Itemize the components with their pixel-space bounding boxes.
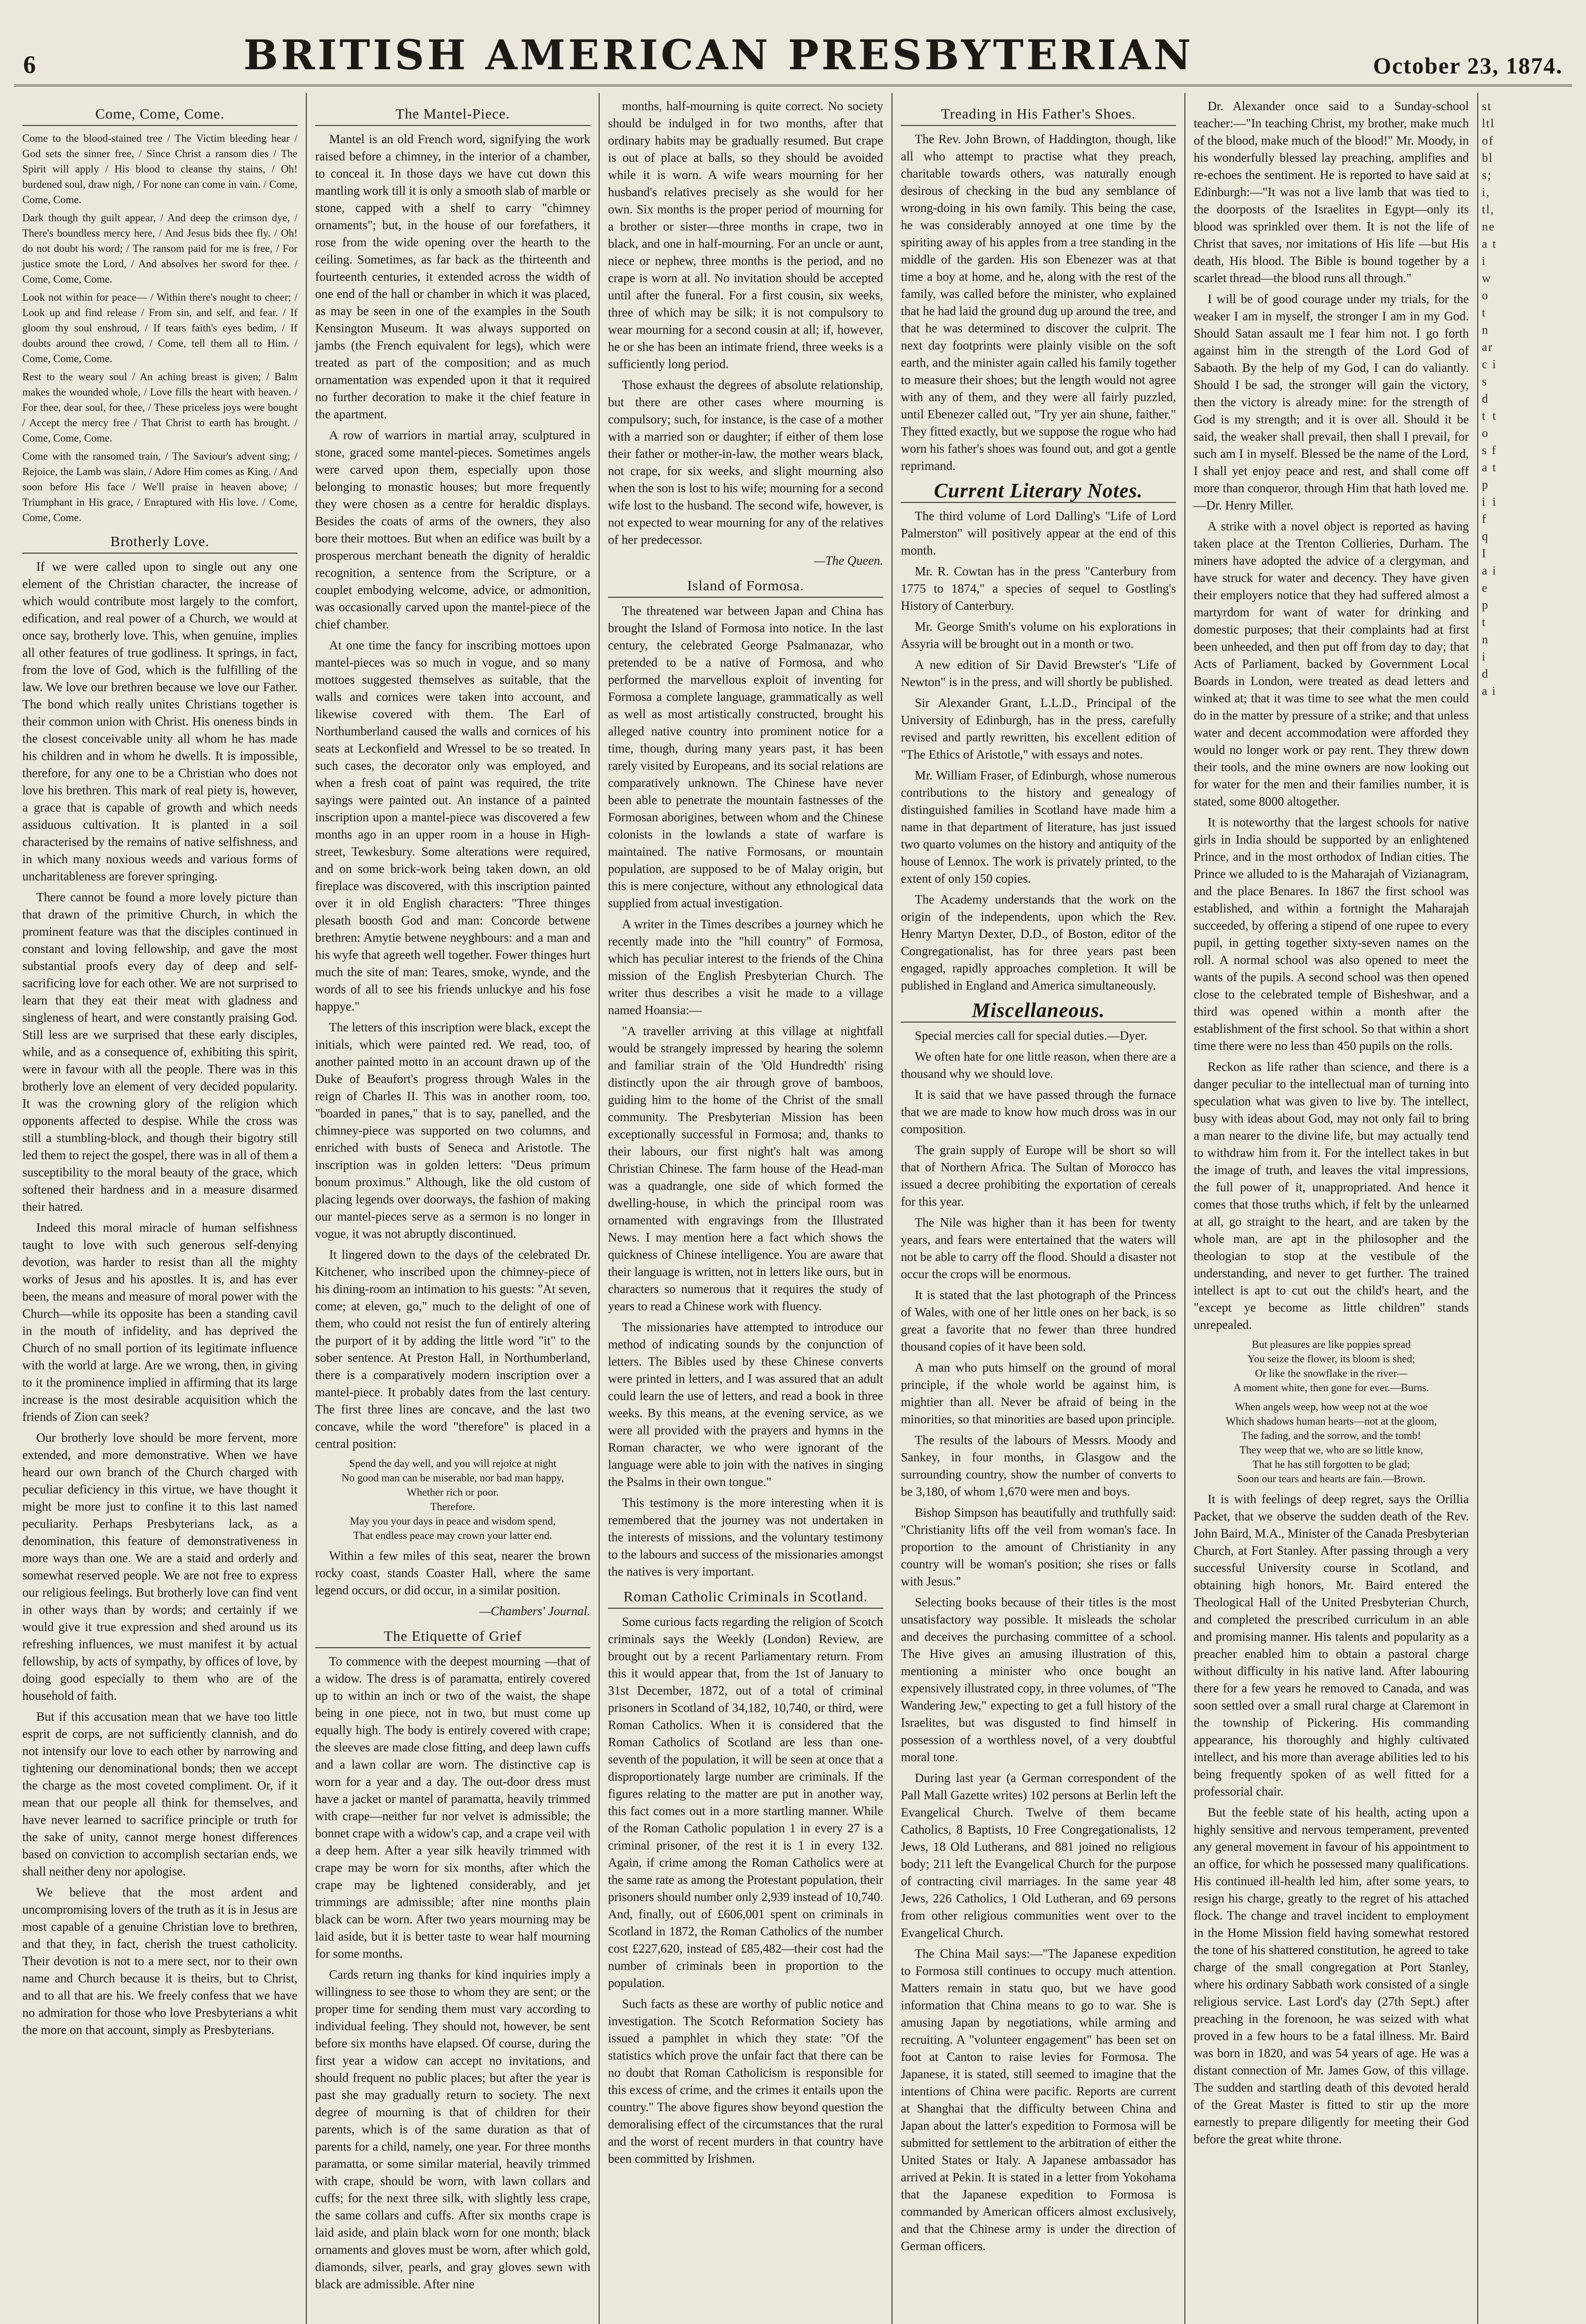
article-paragraph: The missionaries have attempted to introduce our method of indicating sounds by the conjunction of letters. The Bibles used by these Chinese converts were printed in letters, and I was assured that an adult could learn the use of letters, and read a book in three weeks. By this means, at the evening service, as we were all provided with the prayers and hymns in the Roman character, we who were ignorant of the language were able to join with the natives in singing the Psalms in their own tongue." xyxy=(608,1320,883,1489)
article-paragraph: Those exhaust the degrees of absolute relationship, but there are other cases where mourning is compulsory; such, for instance, is the case of a mother with a married son or daughter; if either of them lose their father or mother-in-law, the mother wears black, not crape, for six weeks, and slight mourning also when the son is lost to his wife; mourning for a second wife lost to the husband. The second wife, however, is not expected to wear mourning for any of the relatives of her predecessor. xyxy=(608,378,883,547)
article-paragraph: Mr. R. Cowtan has in the press "Canterbury from 1775 to 1874," a species of sequel to Gostling's History of Canterbury. xyxy=(901,564,1176,613)
article-paragraph: The Academy understands that the work on the origin of the independents, upon which the Rev. Henry Martyn Dexter, D.D., of Boston, editor of the Congregationalist, has for three years past been engaged, rapidly approaches completion. It will be published in England and America simultaneously. xyxy=(901,892,1176,992)
column-2 xyxy=(307,93,600,2324)
quoted-verse: But pleasures are like poppies spread You seize the flower, its bloom is shed; Or like the snowflake in the river— A moment white, then gone for ever.—Burns. xyxy=(1233,1339,1429,1393)
article-paragraph: "A traveller arriving at this village at nightfall would be strangely impressed by hearing the solemn and familiar strain of the 'Old Hundredth' rising distinctly upon the air through grove of bamboos, guiding him to the home of the Christ of the small community. The Presbyterian Mission has been exceptionally successful in Formosa; and, thanks to their labours, our first night's halt was among Christian Chinese. The farm house of the Head-man was a quadrangle, one side of which formed the dwelling-house, in which the principal room was ornamented with engravings from the Illustrated News. I may mention here a fact which shows the quickness of Chinese intelligence. You are aware that their language is written, not in letters like ours, but in characters so numerous that it requires the study of years to read a Chinese work with fluency. xyxy=(608,1024,883,1313)
article-paragraph: The Nile was higher than it has been for twenty years, and fears were entertained that the waters will not be able to carry off the flood. Should a disaster not occur the crops will be enormous. xyxy=(901,1215,1176,1281)
poem-stanza: Come to the blood-stained tree / The Victim bleeding hear / God sets the sinner free, / Since Christ a ransom dies / The Spirit will apply / His blood to cleanse thy stains, / Oh! burdened soul, draw nigh, / For none can come in vain. / Come, Come, Come. xyxy=(22,132,297,205)
article-paragraph: The letters of this inscription were black, except the initials, which were painted red. We read, too, of another painted motto in an account drawn up of the Duke of Beaufort's progress through Wales in the reign of Charles II. This was in another room, too, "boarded in panes," that is to say, panelled, and the chimney-piece was supported on two columns, and enriched with busts of Seneca and Aristotle. The inscription was in golden letters: "Deus primum bonum proximus." Although, like the old custom of placing legends over doorways, the fashion of making our mantel-pieces serve as a sermon is no longer in vogue, it was not abruptly discontinued. xyxy=(315,1020,590,1241)
article-paragraph: Sir Alexander Grant, L.L.D., Principal of the University of Edinburgh, has in the press, carefully revised and partly rewritten, his excellent edition of "The Ethics of Aristotle," with essays and notes. xyxy=(901,696,1176,761)
masthead xyxy=(14,28,1572,86)
article-paragraph: A man who puts himself on the ground of moral principle, if the whole world be against him, is mightier than all. Never be afraid of being in the minorities, so that minorities are based upon principle. xyxy=(901,1360,1176,1426)
cropped-text: st ltl of bl s; i, tl, ne a ti w o t n ar c i s d t t o s f a t p i i f q I a i e p t n i d a i xyxy=(1482,99,1497,698)
article-paragraph: To commence with the deepest mourning —that of a widow. The dress is of paramatta, entirely covered up to within an inch or two of the waist, the shape being in one piece, not in two, but must come up equally high. The body is entirely covered with crape; the sleeves are made close fitting, and deep lawn cuffs and a lawn collar are worn. The distinctive cap is worn for a year and a day. The out-door dress must have a jacket or mantel of paramatta, heavily trimmed with crape—neither fur nor velvet is admissible; the bonnet crape with a widow's cap, and a crape veil with a deep hem. After a year silk heavily trimmed with crape may be worn for six months, after which the crape may be lightened considerably, and jet trimmings are admissible; after nine months plain black can be worn. After two years mourning may be laid aside, but it is better taste to wear half mourning for some months. xyxy=(315,1654,590,1961)
article-paragraph: It is said that we have passed through the furnace that we are made to know how much dross was in our composition. xyxy=(901,1088,1176,1136)
article-paragraph: During last year (a German correspondent of the Pall Mall Gazette writes) 102 persons at Berlin left the Evangelical Church. Twelve of them became Catholics, 8 Baptists, 10 Free Congregationalists, 12 Jews, 18 Old Lutherans, and 881 joined no religious body; 211 left the Evangelical Church for the purpose of contracting civil marriages. In the same year 48 Jews, 226 Catholics, 1 Old Lutheran, and 69 persons from other religious communities went over to the Evangelical Church. xyxy=(901,1771,1176,1940)
article-paragraph: If we were called upon to single out any one element of the Christian character, the increase of which would contribute most largely to the comfort, edification, and real power of a Church, we would at once say, brotherly love. This, when genuine, implies all other features of true godliness. It springs, in fact, from the love of God, which is the fulfilling of the law. We love our brethren because we love our Father. The bond which really unites Christians together is their common union with Christ. His oneness binds in the closest conceivable unity all whom he has made his children and in whom he dwells. It is impossible, therefore, for any one to be a Christian who does not love his brethren. This mark of real piety is, however, a grace that is capable of growth and which needs assiduous cultivation. It is planted in a soil characterised by the remains of native selfishness, and in which many noxious weeds and various forms of uncharitableness are forever springing. xyxy=(22,560,297,883)
article-paragraph: Bishop Simpson has beautifully and truthfully said: "Christianity lifts off the veil from woman's face. In proportion to the amount of Christianity in any country will be woman's position; she rises or falls with Jesus." xyxy=(901,1505,1176,1588)
section-title: Miscellaneous. xyxy=(901,1002,1176,1023)
column-5 xyxy=(1185,93,1478,2324)
article-paragraph: Mr. William Fraser, of Edinburgh, whose numerous contributions to the history and genealogy of distinguished families in Scotland have made him a name in that department of literature, has just issued two quarto volumes on the history and antiquity of the house of Lennox. The work is privately printed, to the extent of only 150 copies. xyxy=(901,768,1176,885)
article-paragraph: A writer in the Times describes a journey which he recently made into the "hill country" of Formosa, which has peculiar interest to the friends of the China mission of the English Presbyterian Church. The writer thus describes a visit he made to a village named Hoansia:— xyxy=(608,917,883,1017)
article-paragraph: Mantel is an old French word, signifying the work raised before a chimney, in the interior of a chamber, to conceal it. In those days we have cut down this mantling work till it is only a smooth slab of marble or stone, capped with a shelf to carry "chimney ornaments"; but, in the house of our forefathers, it rose from the wide opening over the hearth to the ceiling. Sometimes, as far back as the thirteenth and fourteenth centuries, it extended across the width of one end of the hall or chamber in which it was placed, as may be seen in one of the examples in the South Kensington Museum. It was always supported on jambs (the French equivalent for legs), which were treated as part of the composition; and as much ornamentation was expended upon it that it required no further decoration to make it the chief feature in the apartment. xyxy=(315,132,590,421)
article-paragraph: Within a few miles of this seat, nearer the brown rocky coast, stands Coaster Hall, where the same legend occurs, or did occur, in a similar position. xyxy=(315,1549,590,1597)
article-paragraph: Dr. Alexander once said to a Sunday-school teacher:—"In teaching Christ, my brother, make much of the blood, make much of the blood!" Mr. Moody, in his wonderfully blessed lay preaching, amplifies and re-echoes the sentiment. He is reported to have said at Edinburgh:—"It was not a live lamb that was tied to the doorposts of the Israelites in Egypt—only its blood was sprinkled over them. It is not the life of Christ that saves, nor imitations of His life —but His death, His blood. The Bible is bound together by a scarlet thread—the blood runs all through." xyxy=(1194,99,1469,285)
article-paragraph: A new edition of Sir David Brewster's "Life of Newton" is in the press, and will shortly be published. xyxy=(901,658,1176,689)
poem-stanza: Come with the ransomed train, / The Saviour's advent sing; / Rejoice, the Lamb was slain, / Adore Him comes as King. / And soon before His face / We'll praise in heaven above; / Triumphant in His grace, / Enraptured with His love. / Come, Come, Come. xyxy=(22,450,297,523)
inscription-verse: Spend the day well, and you will rejoice at night No good man can be miserable, nor bad man happy, Whether rich or poor. Therefore. May you your days in peace and wisdom spend, That endless peace may crown your latter end. xyxy=(341,1458,564,1541)
column-3 xyxy=(600,93,892,2324)
article-title: Island of Formosa. xyxy=(608,577,883,598)
article-paragraph: It is with feelings of deep regret, says the Orillia Packet, that we observe the sudden death of the Rev. John Baird, M.A., Minister of the Canada Presbyterian Church, at Fort Stanley. After passing through a very successful University course in Scotland, and obtaining high honors, Mr. Baird entered the Theological Hall of the United Presbyterian Church, and completed the prescribed curriculum in an able and promising manner. His talents and popularity as a preacher enabled him to obtain a pastoral charge without difficulty in his native land. After labouring there for a few years he removed to Canada, and was soon settled over a small rural charge at Claremont in the township of Pickering. His commanding appearance, his thoroughly and highly cultivated intellect, and his more than average abilities led to his being frequently spoken of as well fitted for a professorial chair. xyxy=(1194,1492,1469,1798)
article-title: The Etiquette of Grief xyxy=(315,1627,590,1648)
issue-date: October 23, 1874. xyxy=(1373,53,1563,79)
article-paragraph: The threatened war between Japan and China has brought the Island of Formosa into notice. In the last century, the celebrated George Psalmanazar, who pretended to be a native of Formosa, and who performed the marvellous exploit of inventing for Formosa a complete language, grammatically as well as well as most artistically constructed, brought his alleged native country into prominent notice for a time, though, during many years past, it has been rarely visited by Europeans, and its social relations are comparatively unknown. The Chinese have never been able to penetrate the mountain fastnesses of the Formosan aborigines, between whom and the Chinese colonists in the lowlands a state of warfare is maintained. The native Formosans, or mountain population, are supposed to be of Malay origin, but this is mere conjecture, without any ethnological data supplied from actual investigation. xyxy=(608,604,883,910)
article-paragraph: A strike with a novel object is reported as having taken place at the Trenton Collieries, Durham. The miners have adopted the advice of a clergyman, and have struck for water and decency. They have given their employers notice that they had suffered almost a martyrdom for want of water for drinking and domestic purposes; that their complaints had at first been unheeded, and then put off from day to day; that Acts of Parliament, backed by Government Local Boards in London, were treated as dead letters and winked at; that it was time to see what the men could do in the matter by pressure of a strike; and that unless water and decent accommodation were afforded they would no longer work or pay rent. They threw down their tools, and the mine owners are now looking out for water for the men and their families number, it is stated, some 8000 altogether. xyxy=(1194,519,1469,808)
article-paragraph: Indeed this moral miracle of human selfishness taught to love with such generous self-denying devotion, was harder to resist than all the mighty works of Jesus and his apostles. It is, and has ever been, the means and measure of moral power with the Church—while its opposite has been a standing cavil in the mouth of infidelity, and has deprived the Church of no small portion of its legitimate influence with the world at large. Are we wrong, then, in giving to it the prominence implied in affirming that its large increase is the most desirable acquisition which the friends of Zion can seek? xyxy=(22,1221,297,1424)
column-6-fragment xyxy=(1478,93,1497,2324)
article-paragraph: Our brotherly love should be more fervent, more extended, and more demonstrative. When we have heard our own branch of the Church charged with peculiar deficiency in this virtue, we have thought it might be more just to confine it to this last named peculiarity. Perhaps Presbyterians lack, as a denomination, this feature of demonstrativeness in more ways than one. We are a staid and orderly and somewhat reserved people. We are not free to express our religious feelings. But brotherly love can find vent in other ways than by words; and certainly if we would give it true expression and shed around us its refreshing influences, we must manifest it by actual fellowship, by acts of sympathy, by offices of love, by doing good especially to them who are of the household of faith. xyxy=(22,1431,297,1703)
article-paragraph: Mr. George Smith's volume on his explorations in Assyria will be brought out in a month or two. xyxy=(901,620,1176,651)
article-paragraph: Some curious facts regarding the religion of Scotch criminals says the Weekly (London) Review, are brought out by a recent Parliamentary return. From this it would appear that, from the 1st of January to 31st December, 1872, out of a total of criminal prisoners in Scotland of 34,182, 10,740, or third, were Roman Catholics. When it is considered that the Roman Catholics of Scotland are less than one-seventh of the population, it will be seen at once that a disproportionately large number are criminals. If the figures relating to the matter are put in another way, this fact comes out in a more startling manner. While of the Roman Catholic population 1 in every 27 is a criminal prisoner, of the rest it is 1 in every 132. Again, if crime among the Roman Catholics were at the same rate as among the Protestant population, their prisoners should number only 2,939 instead of 10,740. And, finally, out of £606,001 spent on criminals in Scotland in 1872, the Roman Catholics of the number cost £227,620, instead of £85,482—their cost had the number of criminals been in proportion to the population. xyxy=(608,1615,883,1990)
column-1 xyxy=(14,93,307,2324)
article-paragraph: A row of warriors in martial array, sculptured in stone, graced some mantel-pieces. Sometimes angels were carved upon them, especially upon those belonging to monastic houses; but more frequently they were chosen as a centre for heraldic displays. Besides the coats of arms of the owners, they also bore their mottoes. But when an edifice was built by a prosperous merchant beneath the dignity of heraldic recognition, a sentence from the Scripture, or a couplet embodying welcome, advice, or admonition, was occasionally carved upon the mantel-piece of the chief chamber. xyxy=(315,428,590,631)
section-title: Current Literary Notes. xyxy=(901,482,1176,503)
article-paragraph: This testimony is the more interesting when it is remembered that the journey was not undertaken in the interests of missions, and the voluntary testimony to the labours and success of the missionaries amongst the natives is very important. xyxy=(608,1496,883,1578)
article-title: Treading in His Father's Shoes. xyxy=(901,105,1176,126)
article-paragraph: Special mercies call for special duties.—Dyer. xyxy=(915,1029,1148,1043)
columns xyxy=(14,93,1572,2324)
article-paragraph: months, half-mourning is quite correct. No society should be indulged in for two months, after that ordinary habits may be gradually resumed. But crape is out of place at balls, so they should be avoided while it is worn. A wife wears mourning for her husband's relatives precisely as she would for her own. Six months is the proper period of mourning for a brother or sister—three months in crape, two in black, and one in half-mourning. For an uncle or aunt, niece or nephew, three months is the period, and no crape is worn at all. No invitation should be accepted until after the funeral. For a first cousin, six weeks, three of which may be silk; it is not compulsory to wear mourning for a second cousin at all; if, however, he or she has been an intimate friend, three weeks is a sufficiently long period. xyxy=(608,99,883,371)
article-paragraph: It is noteworthy that the largest schools for native girls in India should be supported by an enlightened Prince, and in the most orthodox of Indian cities. The Prince we alluded to is the Maharajah of Vizianagram, and the place Benares. In 1867 the first school was established, and within a fortnight the Maharajah succeeded, by offering a stipend of one rupee to every pupil, in getting together sixty-seven names on the roll. A normal school was also opened to meet the wants of the pupils. A second school was then opened close to the celebrated temple of Bisheshwar, and a third was opened within a month after the establishment of the first school. So that within a short time there were no less than 450 pupils on the rolls. xyxy=(1194,815,1469,1053)
article-paragraph: I will be of good courage under my trials, for the weaker I am in myself, the stronger I am in my God. Should Satan assault me I fear him not. I go forth against him in the strength of the Lord God of Sabaoth. By the help of my God, I can do valiantly. Should I be sad, the stronger will gain the victory, then the victory is already mine: for the strength of God is my strength; and it is over all. Should it be said, the weaker shall prevail, then shall I prevail, for such am I in myself. Blessed be the name of the Lord, I shall yet enjoy peace and rest, and shall come off more than conqueror, through Him that hath loved me.—Dr. Henry Miller. xyxy=(1194,292,1469,512)
quoted-verse: When angels weep, how weep not at the woe Which shadows human hearts—not at the gloom, The fading, and the sorrow, and the tomb! They weep that we, who are so little know, That he has still forgotten to be glad; Soon our tears and hearts are fain.—Brown. xyxy=(1225,1401,1437,1485)
article-paragraph: We often hate for one little reason, when there are a thousand why we should love. xyxy=(901,1050,1176,1081)
article-paragraph: The third volume of Lord Dalling's "Life of Lord Palmerston" will positively appear at the end of this month. xyxy=(901,509,1176,557)
article-paragraph: Cards return ing thanks for kind inquiries imply a willingness to see those to whom they are sent; or the proper time for sending them must vary according to individual feeling. They should not, however, be sent before six months have elapsed. Of course, during the first year a widow can accept no invitations, and should frequent no public places; but after the year is past she may gradually return to society. The next degree of mourning is that of children for their parents, which is of the same duration as that of parents for a child, namely, one year. For three months paramatta, or some similar material, heavily trimmed with crape, should be worn, with lawn collars and cuffs; for the next three silk, with slightly less crape, the same collars and cuffs. After six months crape is laid aside, and plain black worn for one month; black ornaments and gloves must be worn, after which gold, diamonds, silver, pearls, and gray gloves sewn with black are admissible. After nine xyxy=(315,1967,590,2291)
article-paragraph: The Rev. John Brown, of Haddington, though, like all who attempt to practise what they preach, charitable towards others, was naturally enough desirous of checking in the bud any semblance of wrong-doing in his own family. This being the case, he was considerably annoyed at one time by the spiriting away of his apples from a tree standing in the middle of the garden. His son Ebenezer was at that time a boy at home, and he, along with the rest of the family, was called before the minister, who explained that he had laid the ground dug up around the tree, and that he was determined to discover the culprit. The next day footprints were plainly visible on the soft earth, and the minister again called his family together to measure their shoes; but the length would not agree with any of them, and they were all fairly puzzled, until Ebenezer called out, "Try yer ain shune, faither." They fitted exactly, but we suppose the rogue who had worn his father's shoes was found out, and got a gentle reprimand. xyxy=(901,132,1176,473)
article-paragraph: Reckon as life rather than science, and there is a danger peculiar to the intellectual man of turning into speculation what was given to live by. The intellect, busy with ideas about God, may not only fail to bring a man nearer to the divine life, but may actually tend to withdraw him from it. For the intellect takes in but the image of truth, and leaves the vital impressions, the full power of it, unappropriated. And hence it comes that those truths which, if felt by the unlearned at all, go straight to the heart, and are taken by the whole man, are apt in the philosopher and the theologian to stop at the vestibule of the understanding, and never to get further. The trained intellect is apt to cut out the child's heart, and the "except ye become as little children" stands unrepealed. xyxy=(1194,1060,1469,1332)
article-credit: —The Queen. xyxy=(814,554,883,568)
article-paragraph: There cannot be found a more lovely picture than that drawn of the primitive Church, in which the prominent feature was that the disciples continued in constant and loving fellowship, and gave the most substantial proofs every day of deep and self-sacrificing love for each other. We are not surprised to learn that they eat their meat with gladness and singleness of heart, and were constantly praising God. Still less are we surprised that these early disciples, while, and as a consequence of, exhibiting this spirit, were in favour with all the people. There was in this brotherly love an element of very decided popularity. It was the crowning glory of the religion which opponents affected to despise. While the cross was still a stumbling-block, and though their bigotry still led them to reject the gospel, there was in all of them a susceptibility to the moral beauty of the grace, which softened their hardness and in a measure disarmed their hatred. xyxy=(22,890,297,1214)
article-paragraph: It is stated that the last photograph of the Princess of Wales, with one of her little ones on her back, is so great a favorite that no fewer than three hundred thousand copies of it have been sold. xyxy=(901,1288,1176,1353)
article-title: The Mantel-Piece. xyxy=(315,105,590,126)
article-paragraph: Such facts as these are worthy of public notice and investigation. The Scotch Reformation Society has issued a pamphlet in which they state: "Of the statistics which prove the unfair fact that there can be no doubt that Roman Catholicism is responsible for this excess of crime, and the crimes it entails upon the country." The above figures show beyond question the demoralising effect of the circumstances that the rural and the worst of recent murders in that country have been committed by Irishmen. xyxy=(608,1997,883,2166)
article-paragraph: Selecting books because of their titles is the most unsatisfactory way possible. It misleads the scholar and deceives the purchasing committee of a school. The Hive gives an amusing illustration of this, mentioning a minister who once bought an expensively illustrated copy, in three volumes, of "The Wandering Jew," expecting to get a full history of the Israelites, but was disgusted to find himself in possession of a worthless novel, of a very doubtful moral tone. xyxy=(901,1595,1176,1764)
article-paragraph: We believe that the most ardent and uncompromising lovers of the truth as it is in Jesus are most capable of a genuine Christian love to brethren, and that they, in fact, cherish the truest catholicity. Their devotion is not to a mere sect, nor to their own name and Church because it is theirs, but to Christ, and to all that are his. We freely confess that we have no admiration for those who love Presbyterians a whit the more on that account, simply as Presbyterians. xyxy=(22,1885,297,2037)
poem-title: Come, Come, Come. xyxy=(22,105,297,126)
newspaper-title: BRITISH AMERICAN PRESBYTERIAN xyxy=(243,31,1194,79)
article-credit: —Chambers' Journal. xyxy=(479,1604,590,1618)
page-number: 6 xyxy=(23,51,36,79)
poem-stanza: Dark though thy guilt appear, / And deep the crimson dye, / There's boundless mercy here, / And Jesus bids thee fly. / Oh! do not doubt his word; / The ransom paid for me is free, / For justice smote the Lord, / And absolves her sword for thee. / Come, Come, Come. xyxy=(22,212,297,285)
article-paragraph: But if this accusation mean that we have too little esprit de corps, are not sufficiently clannish, and do not intensify our love to each other by narrowing and tightening our denominational bonds; then we accept the charge as the most coveted compliment. Or, if it mean that our people all think for themselves, and have never learned to sacrifice principle or truth for the sake of unity, cannot merge honest differences based on conviction to accomplish sectarian ends, we shall neither deny nor apologise. xyxy=(22,1710,297,1878)
article-paragraph: The results of the labours of Messrs. Moody and Sankey, in four months, in Glasgow and the surrounding country, show the number of converts to be 3,180, of whom 1,670 were men and boys. xyxy=(901,1433,1176,1499)
poem-stanza: Look not within for peace— / Within there's nought to cheer; / Look up and find release / From sin, and self, and fear. / If gloom thy soul enshroud, / If tears faith's eyes bedim, / If doubts around thee crowd, / Come, tell them all to Him. / Come, Come, Come. xyxy=(22,291,297,364)
article-title: Brotherly Love. xyxy=(22,533,297,554)
article-paragraph: At one time the fancy for inscribing mottoes upon mantel-pieces was so much in vogue, and so many mottoes suggested themselves as suitable, that the walls and cornices were taken into account, and likewise covered with them. The Earl of Northumberland caused the walls and cornices of his seats at Leckonfield and Wressel to be so treated. In such cases, the decorator only was employed, and when a fresh coat of paint was required, the trite sayings were painted out. An instance of a painted inscription upon a mantel-piece was discovered a few months ago in an upper room in a house in High-street, Tewkesbury. Some alterations were required, and on some brick-work being taken down, an old fireplace was discovered, with this inscription painted over it in old English characters: "Three thinges plesath boosth God and man: Concorde betwene brethren: Amytie betwene neyghbours: and a man and his wyfe that agreeth well together. Fower thinges hurt much the site of man: Teares, smoke, wynde, and the words of all to see his friends unluckye and his fose happye." xyxy=(315,638,590,1013)
article-paragraph: It lingered down to the days of the celebrated Dr. Kitchener, who inscribed upon the chimney-piece of his dining-room an intimation to his guests: "At seven, come; at eleven, go," much to the delight of one of them, who could not resist the fun of entirely altering the purport of it by adding the little word "it" to the sober sentence. At Preston Hall, in Northumberland, there is a comparatively modern inscription over a mantel-piece. It probably dates from the last century. The first three lines are concave, and the last two concave, while the word "therefore" is placed in a central position: xyxy=(315,1248,590,1451)
article-paragraph: But the feeble state of his health, acting upon a highly sensitive and nervous temperament, prevented any general movement in favour of his appointment to an office, for which he possessed many qualifications. His continued ill-health led him, after some years, to resign his charge, greatly to the regret of his attached flock. The change and travel incident to employment in the Home Mission field having somewhat restored the tone of his shattered constitution, he agreed to take charge of the small congregation at Port Stanley, where his ordinary Sabbath work consisted of a single religious service. Last Lord's day (27th Sept.) after preaching in the forenoon, he was seized with what proved in a few hours to be a fatal illness. Mr. Baird was born in 1820, and was 54 years of age. He was a distant connection of Mr. James Gow, of this village. The sudden and startling death of this devoted herald of the Great Master is fitted to stir up the more earnestly to prepare diligently for meeting their God before the great white throne. xyxy=(1194,1805,1469,2146)
article-paragraph: The grain supply of Europe will be short so will that of Northern Africa. The Sultan of Morocco has issued a decree prohibiting the exportation of cereals for this year. xyxy=(901,1143,1176,1208)
article-title: Roman Catholic Criminals in Scotland. xyxy=(608,1588,883,1609)
column-4 xyxy=(892,93,1185,2324)
poem-stanza: Rest to the weary soul / An aching breast is given; / Balm makes the wounded whole, / Love fills the heart with heaven. / For thee, dear soul, for thee, / These priceless joys were bought / Accept the mercy free / That Christ to earth has brought. / Come, Come, Come. xyxy=(22,371,297,444)
article-paragraph: The China Mail says:—"The Japanese expedition to Formosa still continues to occupy much attention. Matters remain in statu quo, but we have good information that China means to go to war. She is amusing Japan by negotiations, while arming and recruiting. A "volunteer engagement" has been set on foot at Canton to raise levies for Formosa. The Japanese, it is stated, still seemed to imagine that the intentions of China were pacific. Reports are current at Shanghai that the difficulty between China and Japan about the latter's expedition to Formosa will be submitted for settlement to the arbitration of either the United States or Italy. A Japanese ambassador has arrived at Pekin. It is stated in a letter from Yokohama that the Japanese expedition to Formosa is commanded by American officers almost exclusively, and that the Chinese army is under the direction of German officers. xyxy=(901,1947,1176,2253)
